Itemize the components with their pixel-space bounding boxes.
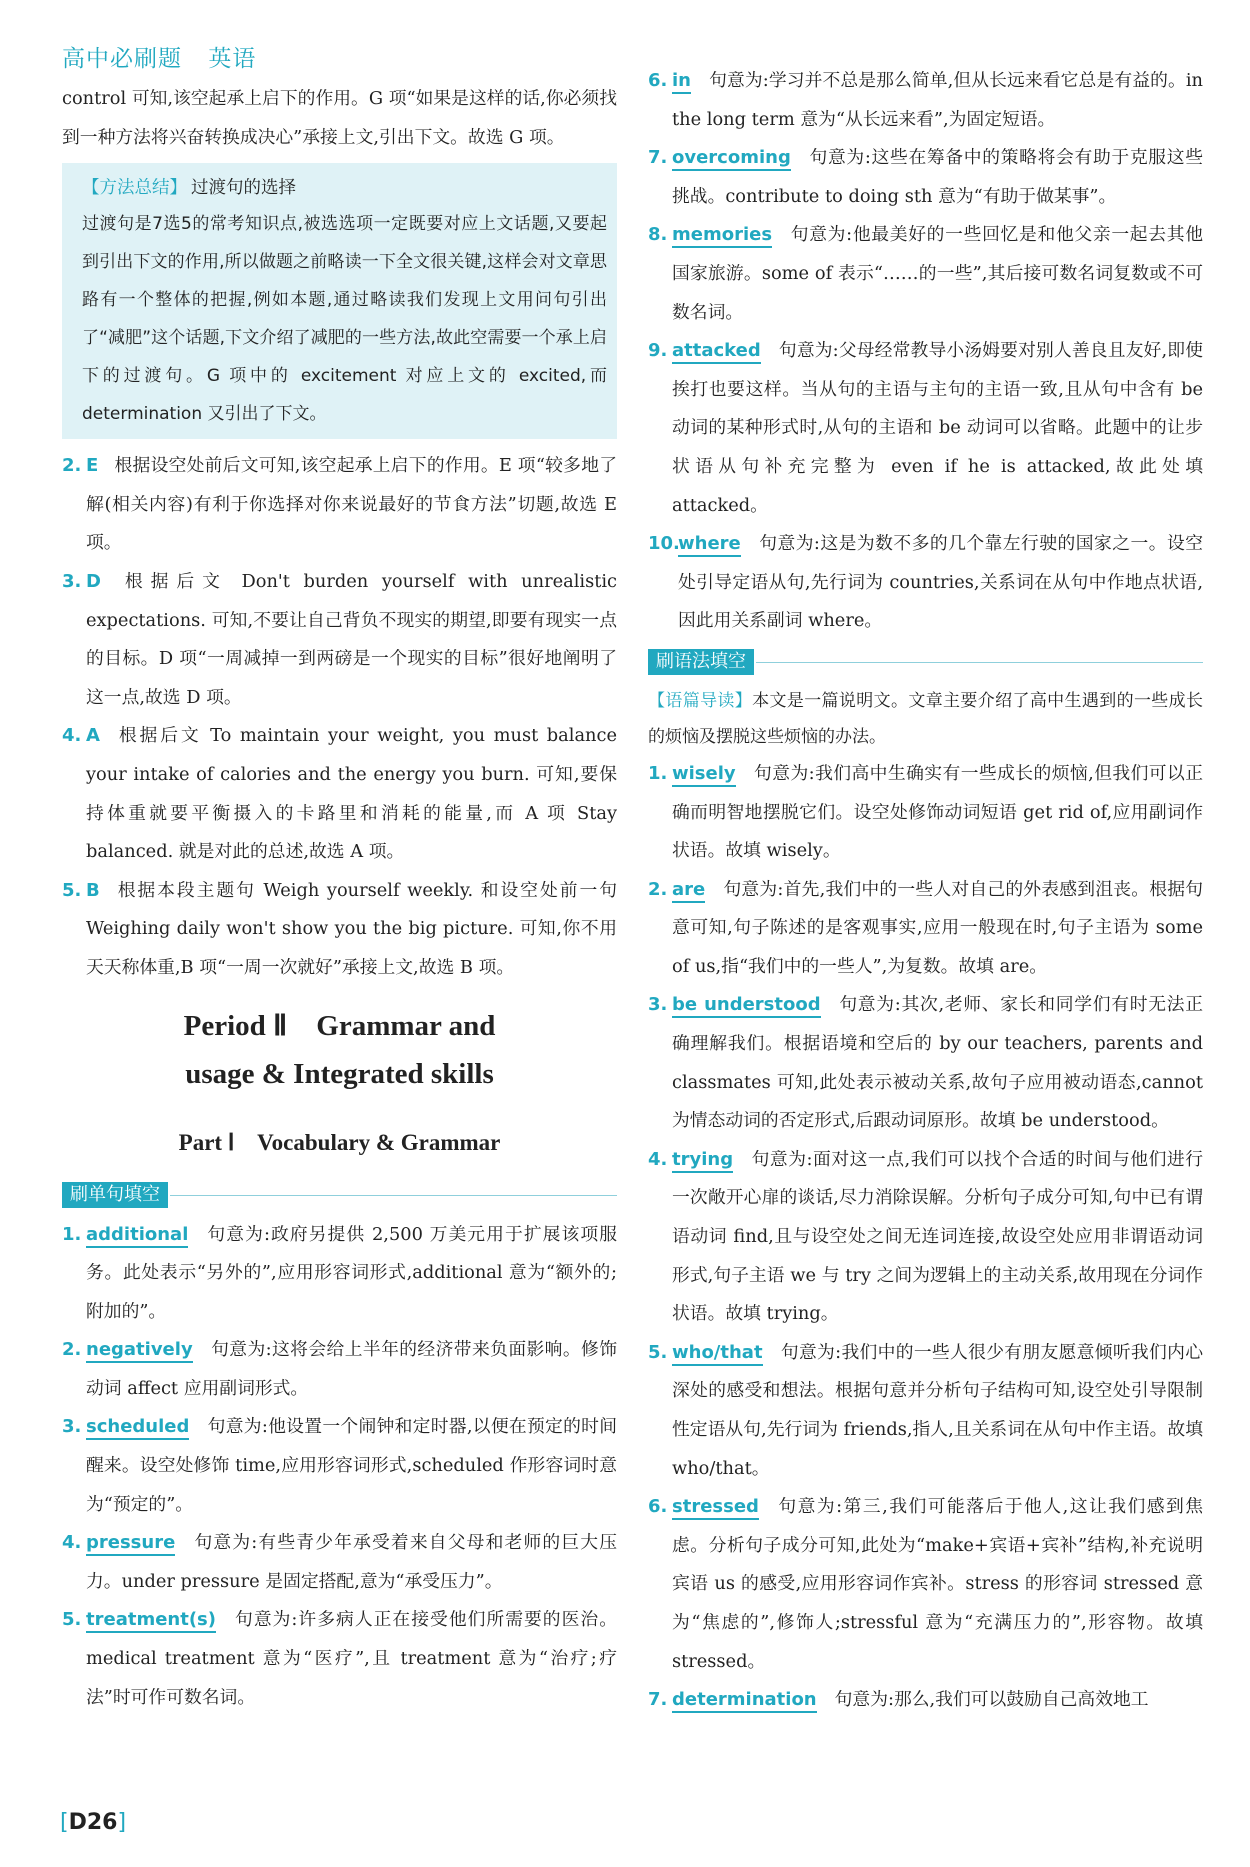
subject-label: 英语 [208,46,257,72]
grammar-answer: who/that [672,1342,763,1366]
method-heading: 过渡句的选择 [191,178,296,199]
grammar-explanation: 句意为:面对这一点,我们可以找个合适的时间与他们进行一次敞开心扉的谈话,尽力消除误解。分析句子成分可知,句中已有谓语动词 find,且与设空处之间无连词连接,故设空处应用非谓语动词形式,句子主语 we 与 try 之间为逻辑上的主动关系,故用现在分词作状语。故填 trying。 [672,1148,1203,1325]
period-title-line1: Period Ⅱ Grammar and [183,1009,496,1042]
method-tag: 方法总结 [99,178,170,199]
fill-number: 3. [62,1416,82,1438]
passage-intro [648,683,1203,755]
grammar-number: 4. [648,1148,668,1170]
answer-number: 3. [62,570,82,592]
fill-answer: in [672,70,691,94]
answer-explanation: 根据设空处前后文可知,该空起承上启下的作用。E 项“较多地了解(相关内容)有利于你选择对你来说最好的节食方法”切题,故选 E 项。 [86,455,617,554]
grammar-item [648,1141,1203,1334]
grammar-item [648,1681,1203,1720]
answer-key: A [86,725,100,747]
part-title: Part Ⅰ Vocabulary & Grammar [178,1129,501,1155]
fill-item [648,216,1203,332]
right-column [648,62,1203,1720]
fill-answer: additional [86,1224,188,1248]
grammar-answer: stressed [672,1496,759,1520]
fill-explanation: 句意为:许多病人正在接受他们所需要的医治。medical treatment 意为“医疗”,且 treatment 意为“治疗;疗法”时可作可数名词。 [86,1609,617,1708]
fill-item [62,1524,617,1601]
grammar-explanation: 句意为:第三,我们可能落后于他人,这让我们感到焦虑。分析句子成分可知,此处为“make+宾语+宾补”结构,补充说明宾语 us 的感受,应用形容词作宾补。stress 的形容词 stressed 意为“焦虑的”,修饰人;stressful 意为“充满压力的”,形容物。故填 stressed。 [672,1496,1203,1672]
grammar-item [648,1488,1203,1681]
fill-explanation: 句意为:这将会给上半年的经济带来负面影响。修饰动词 affect 应用副词形式。 [86,1339,617,1399]
grammar-item [648,871,1203,987]
fill-item [648,525,1203,641]
fill-number: 5. [62,1609,82,1631]
page-number: [D26] [60,1810,127,1835]
answer-item [62,447,617,563]
fill-explanation: 句意为:父母经常教导小汤姆要对别人善良且友好,即使挨打也要这样。当从句的主语与主句的主语一致,且从句中含有 be 动词的某种形式时,从句的主语和 be 动词可以省略。此题中的让步状语从句补充完整为 even if he is attacked,故此处填 attacked。 [672,340,1203,516]
grammar-answer: are [672,879,705,903]
fill-answer: attacked [672,340,761,364]
grammar-number: 2. [648,878,668,900]
fill-number: 9. [648,340,668,362]
fill-explanation: 句意为:有些青少年承受着来自父母和老师的巨大压力。under pressure 是固定搭配,意为“承受压力”。 [86,1532,617,1592]
section-label: 刷语法填空 [648,649,754,675]
fill-number: 1. [62,1223,82,1245]
fill-explanation: 句意为:学习并不总是那么简单,但从长远来看它总是有益的。in the long term 意为“从长远来看”,为固定短语。 [672,70,1203,130]
passage-intro-text: 本文是一篇说明文。文章主要介绍了高中生遇到的一些成长的烦恼及摆脱这些烦恼的办法。 [648,690,1204,747]
fill-number: 2. [62,1339,82,1361]
fill-item [62,1216,617,1332]
fill-explanation: 句意为:这是为数不多的几个靠左行驶的国家之一。设空处引导定语从句,先行词为 countries,关系词在从句中作地点状语,因此用关系副词 where。 [678,533,1203,632]
grammar-answer: wisely [672,763,736,787]
grammar-explanation: 句意为:那么,我们可以鼓励自己高效地工 [834,1689,1149,1711]
answer-number: 2. [62,455,82,477]
method-summary-box [62,163,617,439]
grammar-answer: be understood [672,994,821,1018]
fill-answer: negatively [86,1339,193,1363]
grammar-number: 6. [648,1496,668,1518]
fill-number: 6. [648,70,668,91]
fill-explanation: 句意为:政府另提供 2,500 万美元用于扩展该项服务。此处表示“另外的”,应用形容词形式,additional 意为“额外的;附加的”。 [86,1223,617,1322]
fill-explanation: 句意为:他设置一个闹钟和定时器,以便在预定的时间醒来。设空处修饰 time,应用形容词形式,scheduled 作形容词时意为“预定的”。 [86,1416,617,1515]
period-title-line2: usage & Integrated skills [185,1057,494,1090]
fill-item [648,62,1203,139]
grammar-explanation: 句意为:我们中的一些人很少有朋友愿意倾听我们内心深处的感受和想法。根据句意并分析句子结构可知,设空处引导限制性定语从句,先行词为 friends,指人,且关系词在从句中作主语。故填 who/that。 [672,1341,1203,1479]
method-summary-title: 【方法总结】 过渡句的选择 [82,178,296,199]
answer-item [62,872,617,988]
fill-number: 4. [62,1532,82,1554]
fill-answer: scheduled [86,1416,189,1440]
grammar-item [648,1334,1203,1488]
grammar-item [648,755,1203,871]
book-title: 高中必刷题 [62,46,182,72]
intro-paragraph: control 可知,该空起承上启下的作用。G 项“如果是这样的话,你必须找到一种方法将兴奋转换成决心”承接上文,引出下文。故选 G 项。 [62,88,617,148]
page-number-text: D26 [68,1810,118,1835]
method-summary-body: 过渡句是7选5的常考知识点,被选选项一定既要对应上文话题,又要起到引出下文的作用,所以做题之前略读一下全文很关键,这样会对文章思路有一个整体的把握,例如本题,通过略读我们发现上文用问句引出了“减肥”这个话题,下文介绍了减肥的一些方法,故此空需要一个承上启下的过渡句。G 项中的 excitement 对应上文的 excited,而 determination 又引出了下文。 [82,214,607,425]
answer-item [62,563,617,717]
grammar-number: 5. [648,1341,668,1363]
grammar-explanation: 句意为:首先,我们中的一些人对自己的外表感到沮丧。根据句意可知,句子陈述的是客观事实,应用一般现在时,句子主语为 some of us,指“我们中的一些人”,为复数。故填 are。 [672,878,1203,977]
left-column [62,80,617,1717]
fill-explanation: 句意为:他最美好的一些回忆是和他父亲一起去其他国家旅游。some of 表示“……的一些”,其后接可数名词复数或不可数名词。 [672,224,1203,323]
answer-item [62,717,617,871]
fill-answer: overcoming [672,147,791,171]
grammar-item [648,986,1203,1140]
answer-explanation: 根据本段主题句 Weigh yourself weekly. 和设空处前一句 Weighing daily won't show you the big picture. 可知,你不用天天称体重,B 项“一周一次就好”承接上文,故选 B 项。 [86,879,617,978]
grammar-number: 1. [648,762,668,784]
fill-answer: memories [672,224,772,248]
fill-answer: treatment(s) [86,1609,216,1633]
period-title [62,1002,617,1098]
grammar-explanation: 句意为:其次,老师、家长和同学们有时无法正确理解我们。根据语境和空后的 by our teachers, parents and classmates 可知,此处表示被动关系,故句子应用被动语态,cannot 为情态动词的否定形式,后跟动词原形。故填 be understood。 [672,994,1203,1132]
answer-key: D [86,570,101,592]
grammar-explanation: 句意为:我们高中生确实有一些成长的烦恼,但我们可以正确而明智地摆脱它们。设空处修饰动词短语 get rid of,应用副词作状语。故填 wisely。 [672,762,1203,862]
grammar-number: 3. [648,994,668,1016]
fill-explanation: 句意为:这些在筹备中的策略将会有助于克服这些挑战。contribute to doing sth 意为“有助于做某事”。 [672,147,1203,207]
grammar-answer: determination [672,1689,817,1713]
fill-item [648,139,1203,216]
section-header-grammar-fill [648,649,1203,677]
answer-explanation: 根据后文 Don't burden yourself with unrealistic expectations. 可知,不要让自己背负不现实的期望,即要有现实一点的目标。D 项“一周减掉一到两磅是一个现实的目标”很好地阐明了这一点,故选 D 项。 [86,570,617,708]
answer-key: E [86,455,99,477]
fill-answer: pressure [86,1532,175,1556]
fill-item [62,1601,617,1717]
fill-answer: where [678,533,741,557]
passage-intro-tag: 【语篇导读】 [648,690,753,711]
fill-item [648,332,1203,525]
section-header-single-fill [62,1182,617,1210]
page-header [62,40,256,73]
fill-item [62,1331,617,1408]
section-label: 刷单句填空 [62,1182,168,1208]
fill-number: 10. [648,533,680,555]
grammar-answer: trying [672,1149,733,1173]
answer-key: B [86,879,100,901]
answer-number: 4. [62,725,82,747]
fill-number: 8. [648,224,668,246]
answer-explanation: 根据后文 To maintain your weight, you must balance your intake of calories and the energy you burn. 可知,要保持体重就要平衡摄入的卡路里和消耗的能量,而 A 项 Stay balanced. 就是对此的总述,故选 A 项。 [86,725,617,863]
grammar-number: 7. [648,1689,668,1711]
answer-number: 5. [62,879,82,901]
fill-number: 7. [648,147,668,169]
fill-item [62,1408,617,1524]
